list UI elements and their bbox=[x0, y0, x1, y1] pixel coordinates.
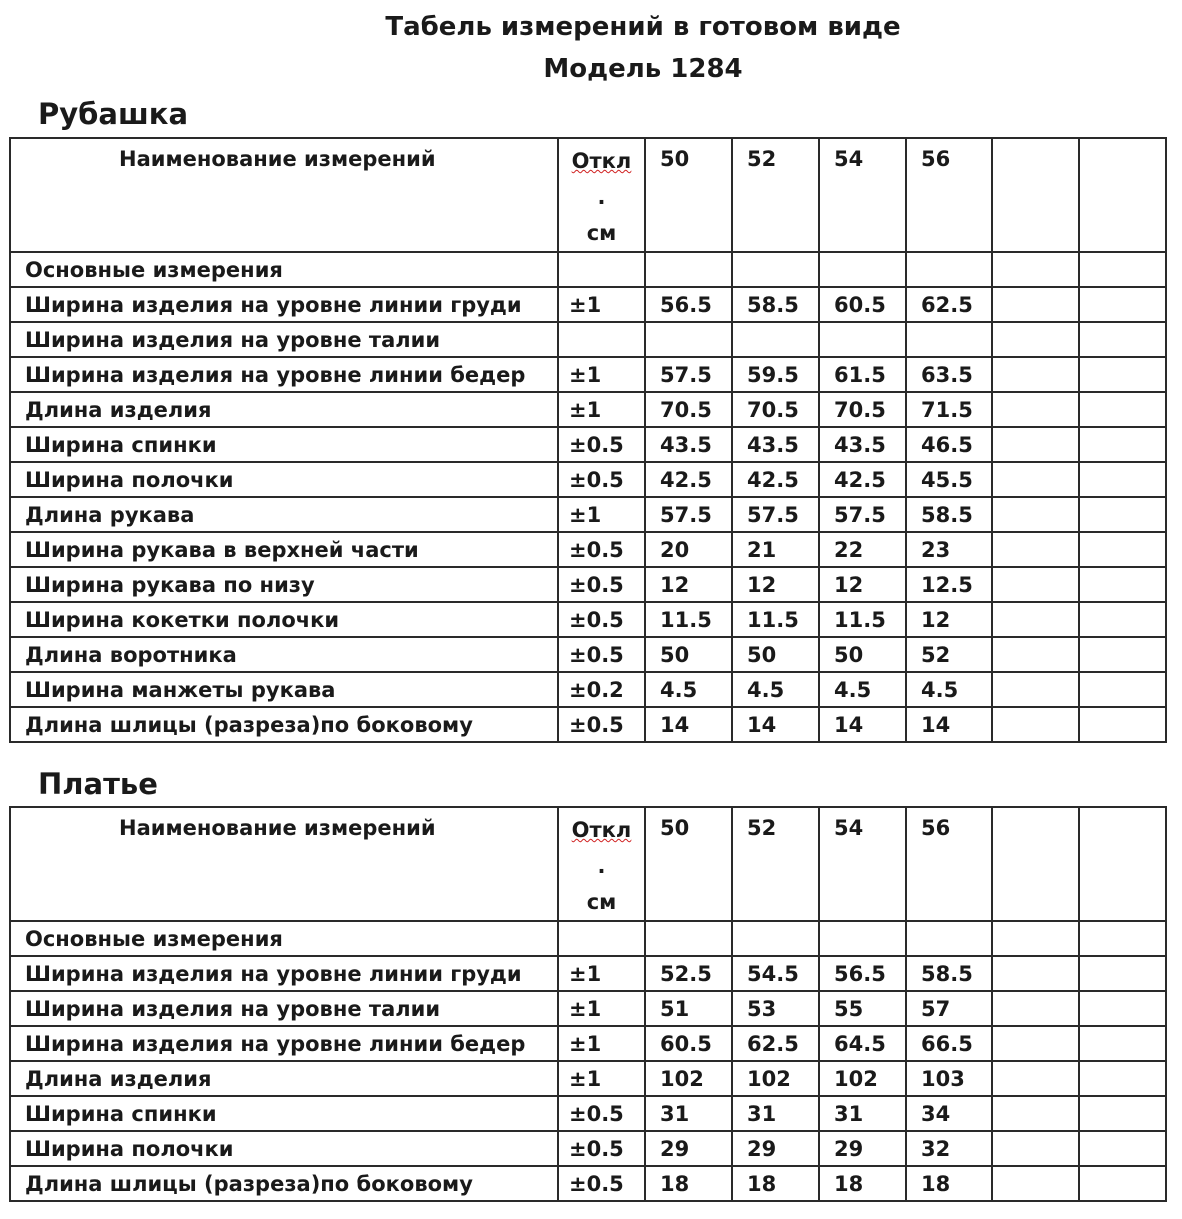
size-value: 103 bbox=[906, 1061, 992, 1096]
header-measurement-name: Наименование измерений bbox=[10, 138, 558, 252]
tolerance-value: ±1 bbox=[558, 357, 645, 392]
tolerance-value: ±0.5 bbox=[558, 1166, 645, 1201]
size-value: 43.5 bbox=[645, 427, 732, 462]
header-size: 54 bbox=[819, 807, 906, 921]
measurement-name: Длина шлицы (разреза)по боковому bbox=[10, 1166, 558, 1201]
header-size: 50 bbox=[645, 138, 732, 252]
document-title: Табель измерений в готовом виде bbox=[385, 12, 901, 42]
measurement-name: Ширина полочки bbox=[10, 1131, 558, 1166]
size-value bbox=[992, 567, 1079, 602]
table-row bbox=[10, 707, 1166, 742]
size-value bbox=[992, 956, 1079, 991]
size-value: 54.5 bbox=[732, 956, 819, 991]
table-row bbox=[10, 1061, 1166, 1096]
header-tolerance bbox=[558, 807, 645, 921]
size-value bbox=[1079, 602, 1166, 637]
header-tolerance-line3: см bbox=[586, 890, 617, 914]
size-value bbox=[906, 252, 992, 287]
size-value: 21 bbox=[732, 532, 819, 567]
header-tolerance bbox=[558, 138, 645, 252]
size-value: 14 bbox=[645, 707, 732, 742]
section-title-dress: Платье bbox=[38, 767, 158, 801]
tolerance-value: ±1 bbox=[558, 392, 645, 427]
size-value bbox=[992, 252, 1079, 287]
size-value: 50 bbox=[645, 637, 732, 672]
size-value: 56.5 bbox=[645, 287, 732, 322]
table-row bbox=[10, 672, 1166, 707]
size-value bbox=[1079, 1061, 1166, 1096]
size-value: 46.5 bbox=[906, 427, 992, 462]
size-value: 57.5 bbox=[732, 497, 819, 532]
size-value: 12 bbox=[906, 602, 992, 637]
header-size: 52 bbox=[732, 807, 819, 921]
size-value: 60.5 bbox=[645, 1026, 732, 1061]
table-row bbox=[10, 921, 1166, 956]
size-value bbox=[1079, 1131, 1166, 1166]
size-value: 43.5 bbox=[732, 427, 819, 462]
header-tolerance-line2: . bbox=[597, 185, 606, 209]
size-value bbox=[1079, 322, 1166, 357]
tolerance-value: ±0.5 bbox=[558, 462, 645, 497]
size-value bbox=[992, 1061, 1079, 1096]
size-value: 53 bbox=[732, 991, 819, 1026]
size-value bbox=[992, 707, 1079, 742]
size-value bbox=[992, 991, 1079, 1026]
measurement-name: Ширина полочки bbox=[10, 462, 558, 497]
measurement-name: Ширина изделия на уровне линии груди bbox=[10, 956, 558, 991]
size-value: 31 bbox=[645, 1096, 732, 1131]
size-value: 42.5 bbox=[732, 462, 819, 497]
size-value bbox=[819, 252, 906, 287]
size-value: 57.5 bbox=[645, 357, 732, 392]
size-value bbox=[1079, 252, 1166, 287]
size-value bbox=[1079, 1096, 1166, 1131]
size-value: 58.5 bbox=[732, 287, 819, 322]
size-value: 22 bbox=[819, 532, 906, 567]
measurement-name: Ширина кокетки полочки bbox=[10, 602, 558, 637]
size-value bbox=[819, 921, 906, 956]
size-value bbox=[1079, 921, 1166, 956]
size-value bbox=[992, 602, 1079, 637]
tolerance-value: ±0.5 bbox=[558, 532, 645, 567]
size-value bbox=[1079, 1166, 1166, 1201]
size-value bbox=[992, 1166, 1079, 1201]
size-value: 4.5 bbox=[732, 672, 819, 707]
tolerance-value: ±1 bbox=[558, 956, 645, 991]
size-value: 12.5 bbox=[906, 567, 992, 602]
size-value bbox=[1079, 357, 1166, 392]
table-row bbox=[10, 357, 1166, 392]
tolerance-value: ±0.5 bbox=[558, 637, 645, 672]
size-value bbox=[992, 392, 1079, 427]
size-value bbox=[992, 462, 1079, 497]
size-value bbox=[732, 322, 819, 357]
size-value: 42.5 bbox=[819, 462, 906, 497]
size-value bbox=[1079, 462, 1166, 497]
header-size bbox=[1079, 138, 1166, 252]
measurement-name: Ширина рукава в верхней части bbox=[10, 532, 558, 567]
size-value bbox=[1079, 956, 1166, 991]
header-tolerance-line2: . bbox=[597, 854, 606, 878]
size-value: 20 bbox=[645, 532, 732, 567]
size-value: 71.5 bbox=[906, 392, 992, 427]
header-size bbox=[1079, 807, 1166, 921]
size-value: 63.5 bbox=[906, 357, 992, 392]
size-value: 29 bbox=[645, 1131, 732, 1166]
size-value bbox=[992, 287, 1079, 322]
size-value: 70.5 bbox=[819, 392, 906, 427]
size-value bbox=[1079, 567, 1166, 602]
size-value: 11.5 bbox=[732, 602, 819, 637]
size-value: 32 bbox=[906, 1131, 992, 1166]
header-size: 56 bbox=[906, 807, 992, 921]
size-value: 58.5 bbox=[906, 497, 992, 532]
size-value: 42.5 bbox=[645, 462, 732, 497]
table-row bbox=[10, 602, 1166, 637]
size-value: 60.5 bbox=[819, 287, 906, 322]
measurement-name: Основные измерения bbox=[10, 252, 558, 287]
measurement-name: Ширина изделия на уровне талии bbox=[10, 991, 558, 1026]
table-row bbox=[10, 427, 1166, 462]
tolerance-value: ±0.5 bbox=[558, 1131, 645, 1166]
measurement-name: Ширина изделия на уровне линии бедер bbox=[10, 1026, 558, 1061]
measurement-name: Длина рукава bbox=[10, 497, 558, 532]
measurement-name: Длина воротника bbox=[10, 637, 558, 672]
size-value: 23 bbox=[906, 532, 992, 567]
measurement-name: Ширина изделия на уровне линии груди bbox=[10, 287, 558, 322]
size-value: 4.5 bbox=[819, 672, 906, 707]
size-value: 66.5 bbox=[906, 1026, 992, 1061]
size-value: 14 bbox=[732, 707, 819, 742]
measurement-name: Длина шлицы (разреза)по боковому bbox=[10, 707, 558, 742]
tolerance-value bbox=[558, 322, 645, 357]
table-row bbox=[10, 1131, 1166, 1166]
tolerance-value: ±0.5 bbox=[558, 567, 645, 602]
size-value bbox=[906, 322, 992, 357]
size-value: 14 bbox=[819, 707, 906, 742]
size-value: 57.5 bbox=[645, 497, 732, 532]
size-value: 102 bbox=[819, 1061, 906, 1096]
model-number: Модель 1284 bbox=[543, 54, 743, 84]
table-row bbox=[10, 287, 1166, 322]
size-value bbox=[732, 921, 819, 956]
measurement-name: Ширина спинки bbox=[10, 1096, 558, 1131]
size-value: 4.5 bbox=[906, 672, 992, 707]
size-value: 62.5 bbox=[732, 1026, 819, 1061]
table-row bbox=[10, 991, 1166, 1026]
size-value: 64.5 bbox=[819, 1026, 906, 1061]
size-value bbox=[992, 921, 1079, 956]
table-row bbox=[10, 567, 1166, 602]
measurement-name: Ширина спинки bbox=[10, 427, 558, 462]
tolerance-value: ±1 bbox=[558, 287, 645, 322]
size-value: 55 bbox=[819, 991, 906, 1026]
measurement-name: Ширина изделия на уровне талии bbox=[10, 322, 558, 357]
size-value: 31 bbox=[732, 1096, 819, 1131]
table-row bbox=[10, 956, 1166, 991]
size-value bbox=[1079, 497, 1166, 532]
size-value bbox=[992, 497, 1079, 532]
size-value bbox=[992, 357, 1079, 392]
size-value: 11.5 bbox=[645, 602, 732, 637]
size-value: 56.5 bbox=[819, 956, 906, 991]
header-size: 54 bbox=[819, 138, 906, 252]
tolerance-value: ±1 bbox=[558, 991, 645, 1026]
size-value bbox=[906, 921, 992, 956]
tolerance-value: ±0.5 bbox=[558, 1096, 645, 1131]
size-value bbox=[1079, 427, 1166, 462]
size-value: 12 bbox=[819, 567, 906, 602]
size-value bbox=[992, 532, 1079, 567]
measurement-table-dress bbox=[9, 806, 1167, 1202]
header-size bbox=[992, 138, 1079, 252]
size-value: 34 bbox=[906, 1096, 992, 1131]
header-measurement-name: Наименование измерений bbox=[10, 807, 558, 921]
size-value bbox=[645, 252, 732, 287]
measurement-table-shirt bbox=[9, 137, 1167, 743]
header-tolerance-line3: см bbox=[586, 221, 617, 245]
header-size bbox=[992, 807, 1079, 921]
table-row bbox=[10, 1096, 1166, 1131]
size-value: 50 bbox=[819, 637, 906, 672]
measurement-name: Ширина манжеты рукава bbox=[10, 672, 558, 707]
measurement-name: Длина изделия bbox=[10, 1061, 558, 1096]
size-value bbox=[992, 1131, 1079, 1166]
tolerance-value: ±0.5 bbox=[558, 427, 645, 462]
size-value: 70.5 bbox=[732, 392, 819, 427]
size-value bbox=[1079, 991, 1166, 1026]
measurement-name: Ширина рукава по низу bbox=[10, 567, 558, 602]
table-row bbox=[10, 392, 1166, 427]
size-value: 18 bbox=[645, 1166, 732, 1201]
size-value: 29 bbox=[732, 1131, 819, 1166]
size-value: 11.5 bbox=[819, 602, 906, 637]
size-value bbox=[645, 921, 732, 956]
size-value: 12 bbox=[732, 567, 819, 602]
table-row bbox=[10, 532, 1166, 567]
size-value: 18 bbox=[732, 1166, 819, 1201]
measurement-name: Длина изделия bbox=[10, 392, 558, 427]
size-value: 52.5 bbox=[645, 956, 732, 991]
size-value: 12 bbox=[645, 567, 732, 602]
size-value: 61.5 bbox=[819, 357, 906, 392]
size-value bbox=[1079, 1026, 1166, 1061]
size-value: 31 bbox=[819, 1096, 906, 1131]
section-title-shirt: Рубашка bbox=[38, 97, 189, 131]
size-value bbox=[992, 1096, 1079, 1131]
size-value: 51 bbox=[645, 991, 732, 1026]
tolerance-value: ±1 bbox=[558, 1061, 645, 1096]
header-tolerance-line1: Откл bbox=[571, 149, 632, 173]
size-value: 57.5 bbox=[819, 497, 906, 532]
size-value: 102 bbox=[732, 1061, 819, 1096]
size-value: 18 bbox=[906, 1166, 992, 1201]
size-value: 45.5 bbox=[906, 462, 992, 497]
size-value bbox=[1079, 532, 1166, 567]
tolerance-value: ±0.5 bbox=[558, 602, 645, 637]
size-value bbox=[992, 427, 1079, 462]
size-value bbox=[992, 322, 1079, 357]
size-value bbox=[992, 672, 1079, 707]
size-value: 43.5 bbox=[819, 427, 906, 462]
size-value: 4.5 bbox=[645, 672, 732, 707]
tolerance-value: ±1 bbox=[558, 1026, 645, 1061]
size-value bbox=[819, 322, 906, 357]
size-value bbox=[1079, 392, 1166, 427]
size-value: 50 bbox=[732, 637, 819, 672]
table-row bbox=[10, 1166, 1166, 1201]
table-row bbox=[10, 252, 1166, 287]
size-value: 58.5 bbox=[906, 956, 992, 991]
tolerance-value: ±1 bbox=[558, 497, 645, 532]
header-size: 50 bbox=[645, 807, 732, 921]
tolerance-value: ±0.2 bbox=[558, 672, 645, 707]
size-value: 70.5 bbox=[645, 392, 732, 427]
size-value bbox=[732, 252, 819, 287]
tolerance-value: ±0.5 bbox=[558, 707, 645, 742]
size-value: 102 bbox=[645, 1061, 732, 1096]
table-row bbox=[10, 322, 1166, 357]
size-value: 62.5 bbox=[906, 287, 992, 322]
table-row bbox=[10, 497, 1166, 532]
header-size: 56 bbox=[906, 138, 992, 252]
size-value: 52 bbox=[906, 637, 992, 672]
measurement-name: Ширина изделия на уровне линии бедер bbox=[10, 357, 558, 392]
header-row bbox=[10, 807, 1166, 921]
size-value: 14 bbox=[906, 707, 992, 742]
size-value bbox=[992, 637, 1079, 672]
size-value bbox=[992, 1026, 1079, 1061]
tolerance-value bbox=[558, 921, 645, 956]
size-value bbox=[1079, 637, 1166, 672]
header-tolerance-line1: Откл bbox=[571, 818, 632, 842]
tolerance-value bbox=[558, 252, 645, 287]
size-value bbox=[1079, 707, 1166, 742]
table-row bbox=[10, 1026, 1166, 1061]
measurement-name: Основные измерения bbox=[10, 921, 558, 956]
size-value: 29 bbox=[819, 1131, 906, 1166]
size-value bbox=[1079, 287, 1166, 322]
size-value bbox=[1079, 672, 1166, 707]
size-value: 18 bbox=[819, 1166, 906, 1201]
size-value: 57 bbox=[906, 991, 992, 1026]
header-size: 52 bbox=[732, 138, 819, 252]
header-row bbox=[10, 138, 1166, 252]
size-value: 59.5 bbox=[732, 357, 819, 392]
size-value bbox=[645, 322, 732, 357]
table-row bbox=[10, 637, 1166, 672]
table-row bbox=[10, 462, 1166, 497]
